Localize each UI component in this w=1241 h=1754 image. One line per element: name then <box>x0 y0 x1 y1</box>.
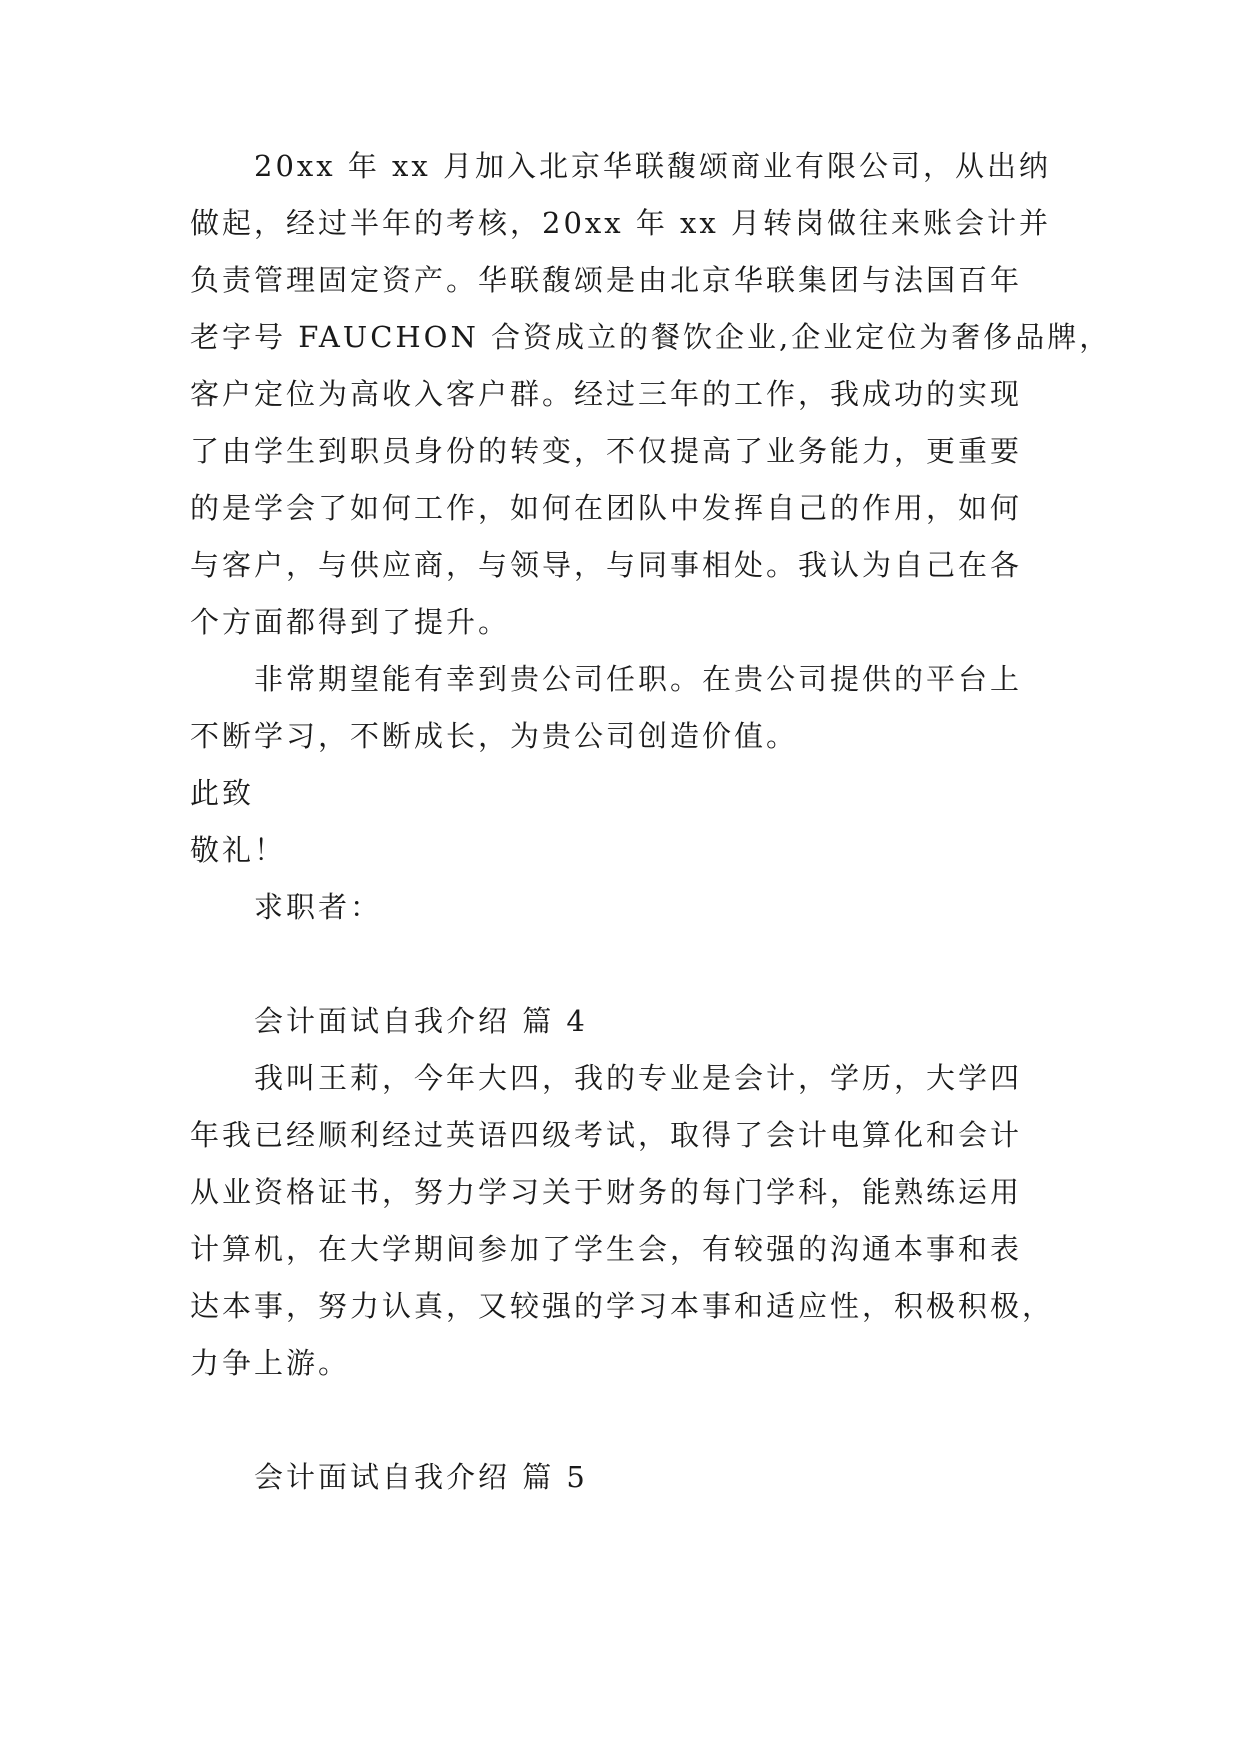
paragraph-line: 的是学会了如何工作，如何在团队中发挥自己的作用，如何 <box>190 491 1023 525</box>
closing-line: 此致 <box>190 776 255 810</box>
paragraph-line: 计算机，在大学期间参加了学生会，有较强的沟通本事和表 <box>190 1232 1023 1266</box>
paragraph-line: 从业资格证书，努力学习关于财务的每门学科，能熟练运用 <box>190 1175 1023 1209</box>
paragraph-line: 不断学习，不断成长，为贵公司创造价值。 <box>190 719 799 753</box>
paragraph-line: 老字号 FAUCHON 合资成立的餐饮企业,企业定位为奢侈品牌， <box>190 320 1112 354</box>
paragraph-line: 达本事，努力认真，又较强的学习本事和适应性，积极积极， <box>190 1289 1055 1323</box>
paragraph-line: 与客户，与供应商，与领导，与同事相处。我认为自己在各 <box>190 548 1023 582</box>
paragraph-line: 年我已经顺利经过英语四级考试，取得了会计电算化和会计 <box>190 1118 1023 1152</box>
paragraph-line: 个方面都得到了提升。 <box>190 605 511 639</box>
section-title: 会计面试自我介绍 篇 5 <box>254 1460 588 1494</box>
paragraph-line: 做起，经过半年的考核，20xx 年 xx 月转岗做往来账会计并 <box>190 206 1051 240</box>
paragraph-line: 了由学生到职员身份的转变，不仅提高了业务能力，更重要 <box>190 434 1023 468</box>
section-title: 会计面试自我介绍 篇 4 <box>254 1004 588 1038</box>
paragraph-line: 20xx 年 xx 月加入北京华联馥颂商业有限公司，从出纳 <box>254 149 1051 183</box>
paragraph-line: 非常期望能有幸到贵公司任职。在贵公司提供的平台上 <box>254 662 1023 696</box>
paragraph-line: 力争上游。 <box>190 1346 351 1380</box>
paragraph-line: 客户定位为高收入客户群。经过三年的工作，我成功的实现 <box>190 377 1023 411</box>
signature-line: 求职者： <box>254 890 383 924</box>
closing-line: 敬礼！ <box>190 833 287 867</box>
paragraph-line: 我叫王莉，今年大四，我的专业是会计，学历，大学四 <box>254 1061 1023 1095</box>
paragraph-line: 负责管理固定资产。华联馥颂是由北京华联集团与法国百年 <box>190 263 1023 297</box>
